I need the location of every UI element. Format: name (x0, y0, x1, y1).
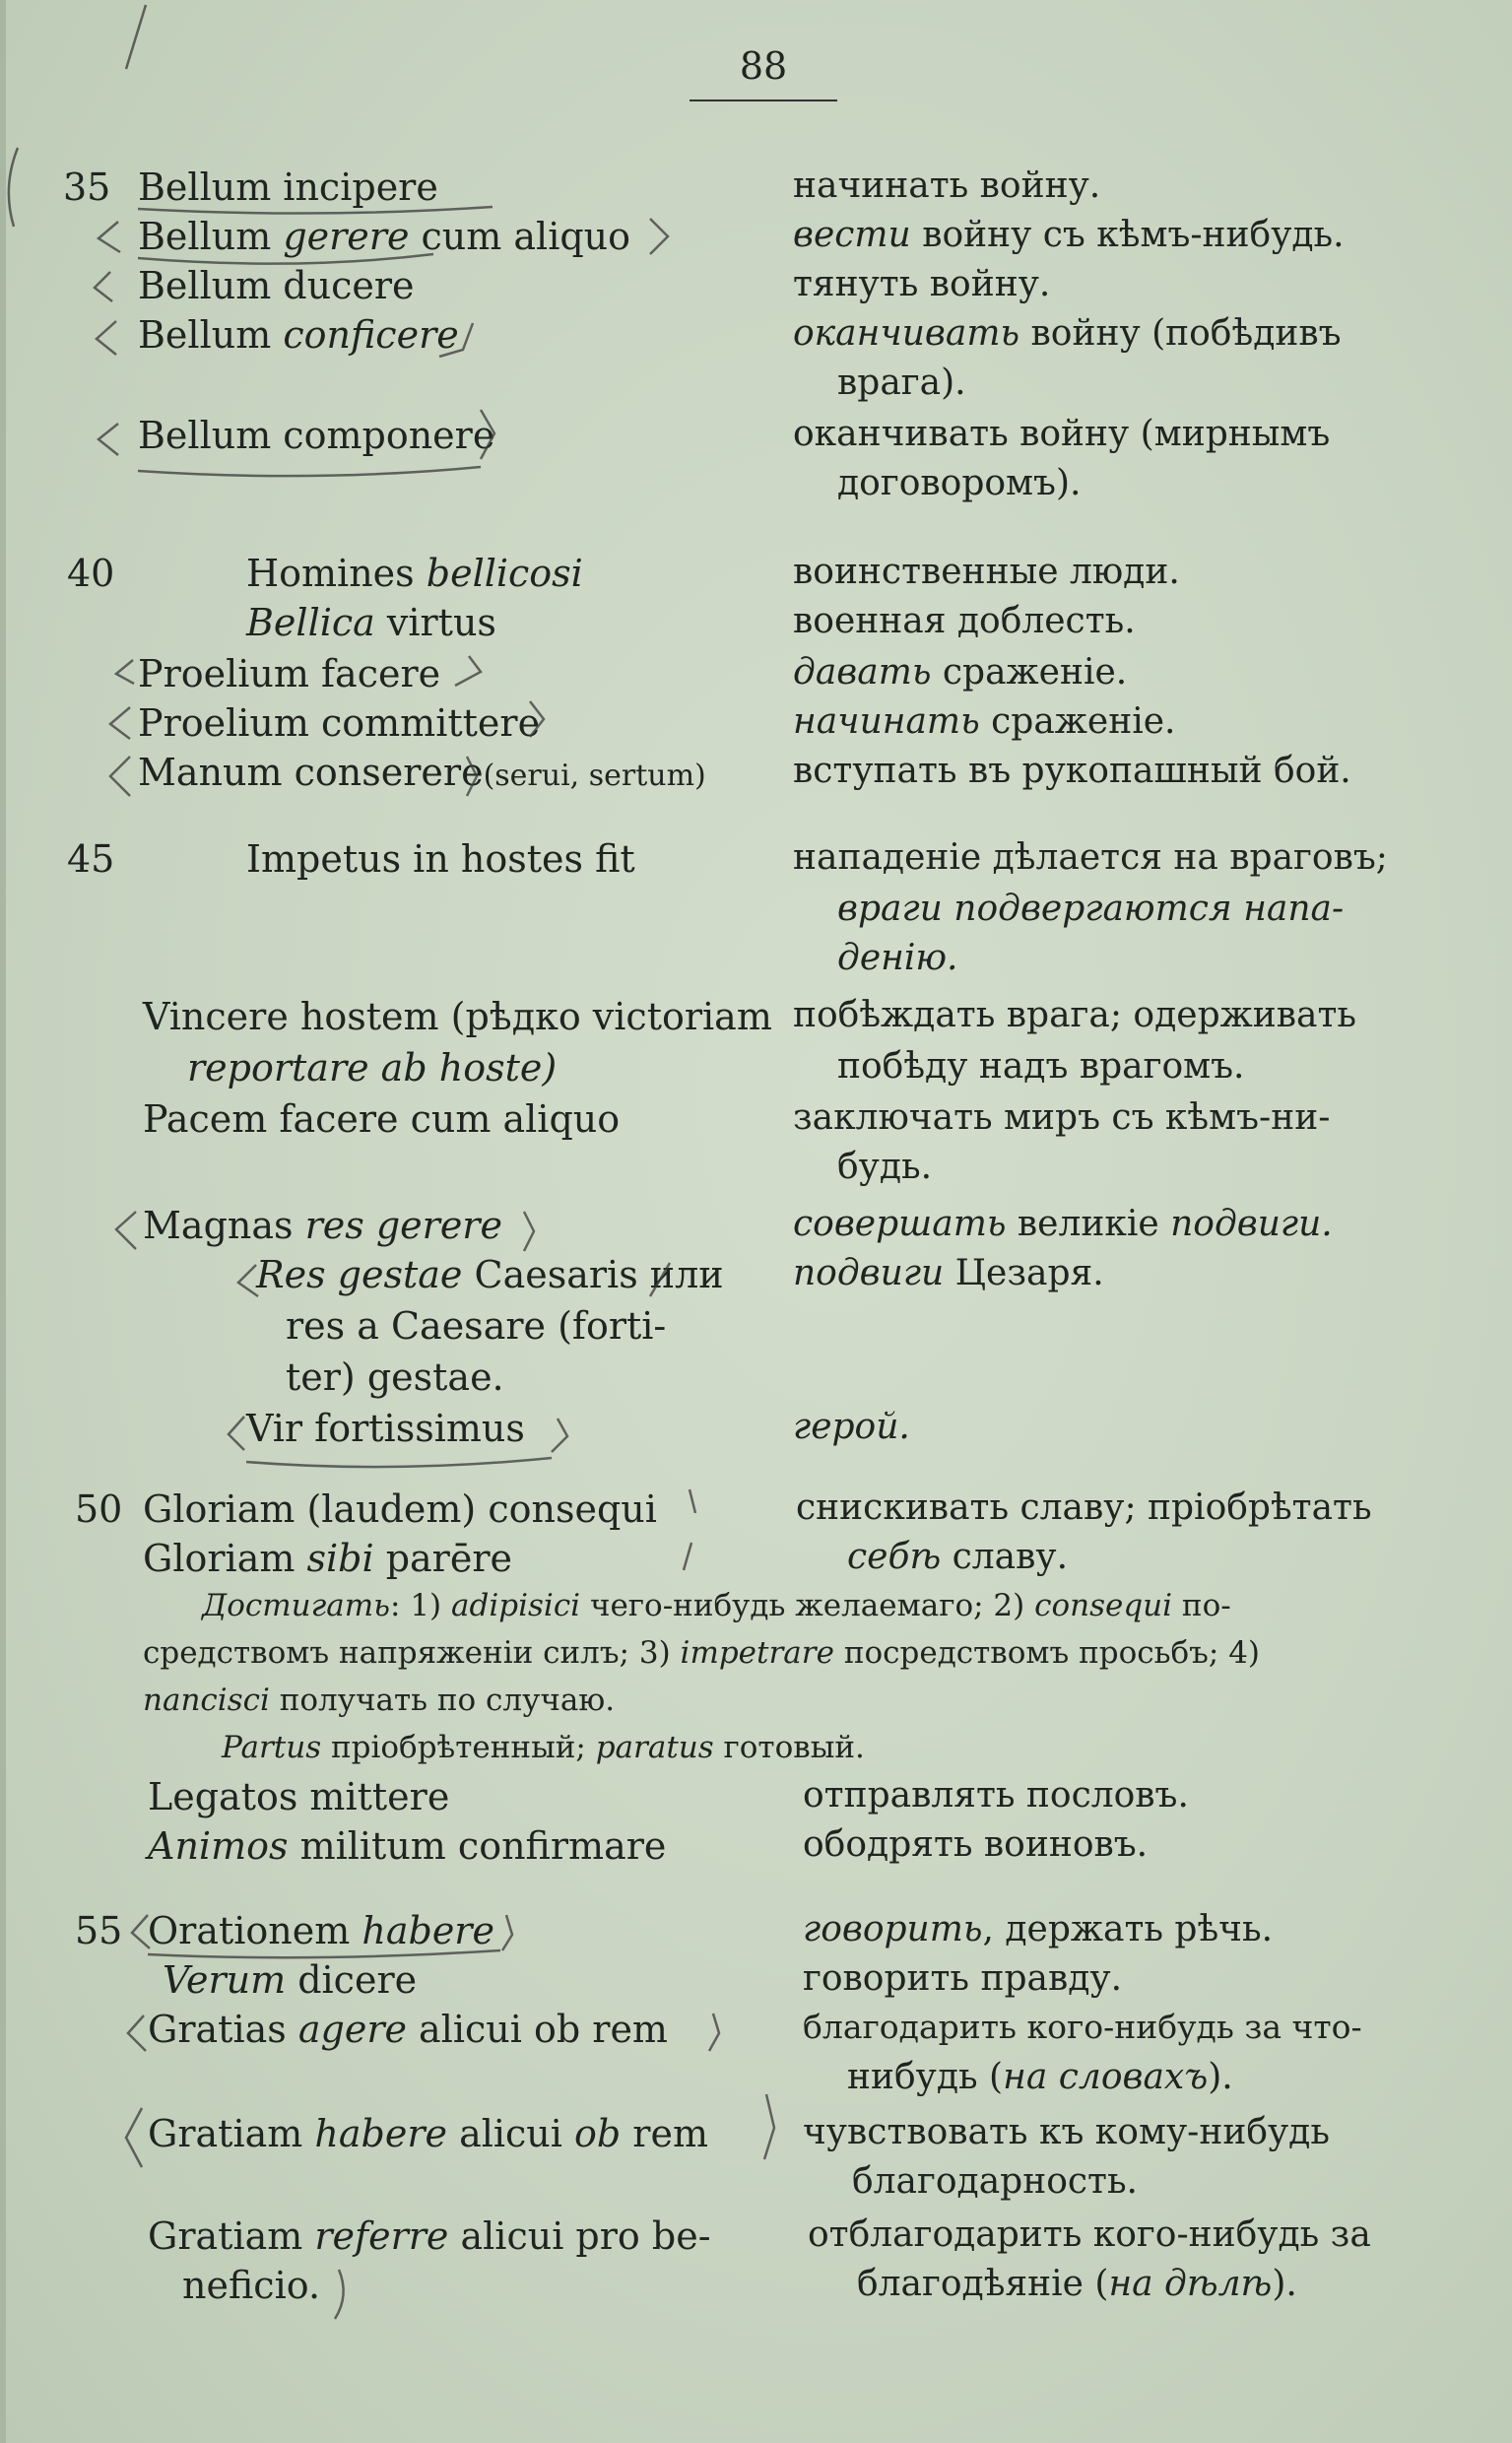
note-line-3: nancisci получать по случаю. (143, 1683, 616, 1718)
russian-translation: говорить, держать рѣчь. (803, 1909, 1274, 1949)
russian-translation-cont: врага). (837, 363, 966, 403)
pencil-stroke (126, 5, 146, 69)
pencil-stroke (335, 2270, 344, 2319)
pencil-bracket-left (9, 148, 18, 227)
latin-phrase: Vincere hostem (рѣдко victoriam (143, 995, 772, 1038)
latin-phrase: Impetus in hostes fit (246, 837, 635, 881)
pencil-underline (138, 207, 493, 214)
pencil-angle (467, 757, 477, 796)
entry-number: 55 (75, 1909, 123, 1952)
latin-phrase: Gratias agere alicui ob rem (148, 2008, 668, 2051)
russian-translation-cont: благодѣяніе (на дѣлѣ). (857, 2264, 1297, 2304)
russian-translation: оканчивать войну (мирнымъ (793, 414, 1331, 454)
latin-phrase: Bellum componere (138, 414, 495, 457)
latin-phrase: Res gestae Caesaris или (256, 1253, 724, 1296)
pencil-angle (455, 656, 481, 686)
russian-translation: тянуть войну. (793, 264, 1051, 304)
russian-translation: отправлять пословъ. (803, 1775, 1189, 1816)
latin-phrase: Bellica virtus (246, 601, 496, 644)
russian-translation-cont: будь. (837, 1147, 933, 1187)
pencil-stroke (684, 1543, 691, 1570)
russian-translation-cont: денію. (837, 938, 958, 978)
pencil-angle (764, 2094, 774, 2159)
latin-phrase: Bellum incipere (138, 165, 438, 209)
latin-phrase: Magnas res gerere (143, 1204, 502, 1247)
latin-phrase: Proelium facere (138, 652, 441, 695)
pencil-angle (439, 323, 473, 357)
russian-translation: начинать сраженіе. (793, 701, 1176, 742)
russian-translation: себѣ славу. (847, 1537, 1069, 1577)
note-line-1: Достигать: 1) adipisici чего-нибудь желаемаго; 2) consequi по- (202, 1588, 1231, 1623)
pencil-stroke (690, 1489, 695, 1513)
russian-translation: вести войну съ кѣмъ-нибудь. (793, 215, 1345, 255)
latin-phrase: Vir fortissimus (246, 1407, 525, 1450)
note-line-2: средствомъ напряженіи силъ; 3) impetrare посредствомъ просьбъ; 4) (143, 1635, 1261, 1671)
pencil-underline (246, 1458, 552, 1467)
pencil-angle (238, 1265, 258, 1296)
entry-number: 40 (67, 552, 115, 595)
latin-phrase: Manum conserere(serui, sertum) (138, 751, 706, 794)
russian-translation: побѣждать врага; одерживать (793, 995, 1356, 1035)
latin-phrase: Gloriam (laudem) consequi (143, 1487, 657, 1531)
latin-phrase-cont: res a Caesare (forti- (286, 1304, 667, 1348)
russian-translation: воинственные люди. (793, 552, 1180, 592)
russian-translation: чувствовать къ кому-нибудь (803, 2112, 1330, 2152)
russian-translation: военная доблесть. (793, 601, 1136, 641)
russian-translation: герой. (793, 1407, 910, 1447)
latin-phrase: Animos militum confirmare (148, 1824, 667, 1868)
russian-translation: давать сраженіе. (793, 652, 1128, 693)
pencil-underline (138, 254, 433, 264)
pencil-stroke (650, 1263, 670, 1296)
pencil-angle (524, 1212, 534, 1251)
latin-phrase: Bellum gerere cum aliquo (138, 215, 631, 258)
russian-translation: нападеніе дѣлается на враговъ; (793, 837, 1388, 878)
pencil-angle (132, 1915, 150, 1948)
russian-translation: вступать въ рукопашный бой. (793, 751, 1351, 791)
pencil-angle (99, 424, 118, 455)
pencil-angle (128, 2015, 146, 2051)
pencil-angle (116, 1212, 136, 1249)
pencil-angle (99, 222, 120, 252)
latin-phrase: Legatos mittere (148, 1775, 450, 1818)
latin-phrase: Pacem facere cum aliquo (143, 1097, 621, 1141)
entry-number: 45 (67, 837, 115, 881)
russian-translation-cont: побѣду надъ врагомъ. (837, 1046, 1245, 1087)
pencil-angle (229, 1417, 244, 1450)
entry-number: 35 (63, 165, 111, 209)
pencil-angle (530, 701, 544, 737)
russian-translation-cont: враги подвергаются напа- (837, 889, 1345, 929)
latin-phrase: Gratiam habere alicui ob rem (148, 2112, 708, 2155)
russian-translation: говорить правду. (803, 1958, 1123, 1999)
russian-translation: подвиги Цезаря. (793, 1253, 1104, 1293)
latin-phrase: Gratiam referre alicui pro be- (148, 2214, 711, 2258)
latin-phrase-cont: ter) gestae. (286, 1355, 504, 1399)
pencil-angle (95, 272, 112, 301)
latin-phrase: Gloriam sibi parēre (143, 1537, 512, 1580)
russian-translation-cont: нибудь (на словахъ). (847, 2057, 1233, 2097)
latin-phrase: Bellum ducere (138, 264, 415, 307)
latin-phrase-cont: reportare ab hoste) (187, 1046, 558, 1089)
russian-translation: заключать миръ съ кѣмъ-ни- (793, 1097, 1331, 1138)
pencil-angle (709, 2014, 719, 2051)
entry-number: 50 (75, 1487, 123, 1531)
pencil-angle (126, 2108, 142, 2167)
pencil-angle (552, 1419, 567, 1452)
russian-translation: отблагодарить кого-нибудь за (808, 2214, 1371, 2255)
page-number: 88 (739, 44, 788, 88)
pencil-angle (481, 410, 494, 459)
latin-phrase: Homines bellicosi (246, 552, 583, 595)
latin-phrase: Proelium committere (138, 701, 541, 745)
pencil-angle (110, 757, 130, 796)
latin-phrase-cont: neficio. (182, 2264, 321, 2307)
latin-phrase: Bellum conficere (138, 313, 459, 357)
russian-translation-cont: благодарность. (852, 2161, 1139, 2202)
pencil-angle (110, 707, 130, 739)
russian-translation: начинать войну. (793, 165, 1101, 206)
latin-phrase: Orationem habere (148, 1909, 494, 1952)
pencil-underline (148, 1950, 500, 1957)
latin-phrase: Verum dicere (163, 1958, 418, 2002)
pencil-angle (502, 1915, 512, 1950)
russian-translation-cont: договоромъ). (837, 463, 1082, 503)
pencil-angle (650, 219, 668, 254)
note-line-4: Partus пріобрѣтенный; paratus готовый. (222, 1730, 865, 1765)
russian-translation: совершать великіе подвиги. (793, 1204, 1333, 1244)
russian-translation: снискивать славу; пріобрѣтать (796, 1487, 1372, 1528)
pencil-angle (97, 321, 116, 355)
russian-translation: ободрять воиновъ. (803, 1824, 1149, 1865)
russian-translation: благодарить кого-нибудь за что- (803, 2008, 1362, 2046)
pencil-angle (116, 660, 134, 684)
russian-translation: оканчивать войну (побѣдивъ (793, 313, 1342, 354)
pencil-underline (138, 467, 481, 476)
